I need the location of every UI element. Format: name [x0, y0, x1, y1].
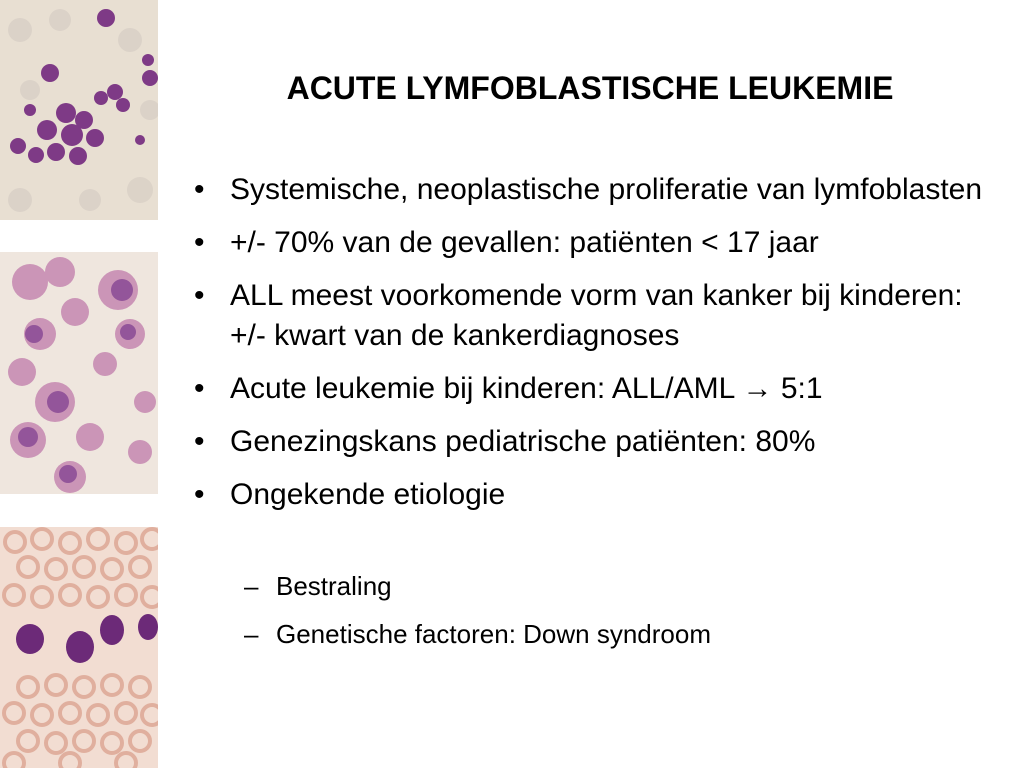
sub-bullet-marker: –: [244, 619, 259, 649]
blood-smear-image-bottom: [0, 527, 158, 768]
bullet-marker: •: [194, 425, 205, 458]
bullet-item: [194, 475, 994, 515]
bullet-item: [194, 223, 994, 263]
slide-title: ACUTE LYMFOBLASTISCHE LEUKEMIE: [286, 70, 894, 106]
bullet-text: ALL meest voorkomende vorm van kanker bij kinderen: +/- kwart van de kankerdiagnoses: [230, 279, 963, 352]
bullet-item: [194, 276, 994, 356]
bullet-text: Acute leukemie bij kinderen: ALL/AML → 5:1: [230, 372, 823, 405]
bullet-text: Genezingskans pediatrische patiënten: 80%: [230, 425, 816, 458]
sub-bullet-marker: –: [244, 571, 259, 601]
bullet-text: Systemische, neoplastische proliferatie van lymfoblasten: [230, 173, 983, 206]
bullet-item: [194, 422, 994, 462]
sub-bullet-text: Genetische factoren: Down syndroom: [276, 619, 711, 649]
bullet-list: [194, 170, 994, 528]
bullet-marker: •: [194, 478, 205, 511]
sub-bullet-list: [244, 569, 1004, 665]
bullet-text: +/- 70% van de gevallen: patiënten < 17 jaar: [230, 226, 819, 259]
bullet-marker: •: [194, 372, 205, 405]
bullet-text: Ongekende etiologie: [230, 478, 506, 511]
sub-bullet-item: [244, 569, 1004, 603]
bullet-marker: •: [194, 279, 205, 312]
bullet-marker: •: [194, 173, 205, 206]
bullet-item: [194, 369, 994, 409]
side-images: [0, 0, 158, 768]
bullet-item: [194, 170, 994, 210]
bullet-marker: •: [194, 226, 205, 259]
blood-smear-image-middle: [0, 252, 158, 494]
sub-bullet-text: Bestraling: [276, 571, 392, 601]
blood-smear-image-top: [0, 0, 158, 220]
sub-bullet-item: [244, 617, 1004, 651]
